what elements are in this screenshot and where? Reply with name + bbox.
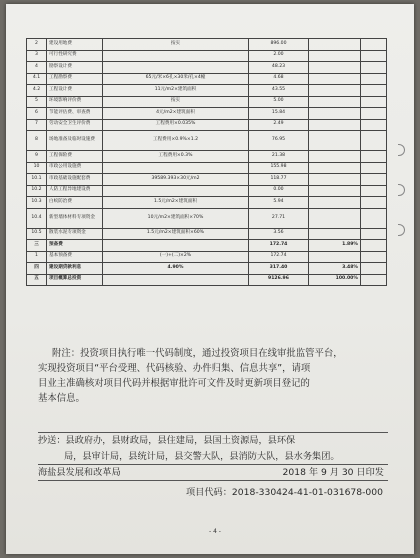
remark-cell [361,185,387,197]
remark-cell [361,240,387,252]
remark-cell [361,62,387,74]
table-row [27,240,387,252]
row-number-cell: 三 [27,240,47,252]
amount-cell: 155.98 [249,162,309,174]
item-name-cell: 工程设计费 [47,85,103,97]
binder-ring [398,184,405,196]
item-name-cell: 劳动安全卫生评价费 [47,119,103,131]
amount-cell: 76.95 [249,131,309,151]
row-number-cell: 2 [27,39,47,51]
amount-cell: 21.38 [249,151,309,163]
row-number-cell: 5 [27,96,47,108]
amount-cell: 4.68 [249,73,309,85]
amount-cell: 15.84 [249,108,309,120]
table-row [27,151,387,163]
item-name-cell: 市政基础设施配套费 [47,174,103,186]
note-paragraph [38,346,388,406]
amount-cell: 2.00 [249,50,309,62]
amount-cell: 896.00 [249,39,309,51]
table-row [27,228,387,240]
copy-to-line: 局，县审计局，县统计局，县交警大队，县消防大队，县水务集团。 [64,451,340,462]
amount-cell: 43.55 [249,85,309,97]
calculation-basis-cell: 工程费用×0.035% [103,119,249,131]
calculation-basis-cell: 4元/m2×建筑面积 [103,108,249,120]
calculation-basis-cell [103,185,249,197]
table-row [27,62,387,74]
table-row [27,197,387,209]
table-row [27,208,387,228]
calculation-basis-cell: 65元/米×6孔×30米/孔×4幢 [103,73,249,85]
issuer-bar [38,464,388,481]
remark-cell [361,274,387,286]
table-row [27,251,387,263]
copy-to-section [38,432,388,465]
page-number: - 4 - [209,528,221,535]
item-name-cell: 市政公用设施费 [47,162,103,174]
remark-cell [361,251,387,263]
ratio-cell [309,185,361,197]
amount-cell: 172.74 [249,240,309,252]
row-number-cell: 10.1 [27,174,47,186]
calculation-basis-cell: 按实 [103,39,249,51]
calculation-basis-cell [103,62,249,74]
row-number-cell: 10.4 [27,208,47,228]
item-name-cell: 环境影响评价费 [47,96,103,108]
row-number-cell: 4.1 [27,73,47,85]
note-line: 基本信息。 [38,393,85,404]
amount-cell: 0.00 [249,185,309,197]
row-number-cell: 四 [27,263,47,275]
table-row [27,85,387,97]
table-row [27,185,387,197]
remark-cell [361,119,387,131]
row-number-cell: 1 [27,251,47,263]
amount-cell: 2.49 [249,119,309,131]
remark-cell [361,263,387,275]
remark-cell [361,85,387,97]
ratio-cell [309,131,361,151]
table-row [27,50,387,62]
calculation-basis-cell: 39589.393×30元/m2 [103,174,249,186]
item-name-cell: 项目概算总投资 [47,274,103,286]
ratio-cell: 3.48% [309,263,361,275]
ratio-cell [309,228,361,240]
item-name-cell: 新型墙体材料专项资金 [47,208,103,228]
issuing-organization: 海盐县发展和改革局 [38,467,121,478]
row-number-cell: 10.2 [27,185,47,197]
calculation-basis-cell: 1.5元/m2×建筑面积 [103,197,249,209]
ratio-cell [309,208,361,228]
ratio-cell [309,197,361,209]
row-number-cell: 10.5 [27,228,47,240]
row-number-cell: 7 [27,119,47,131]
remark-cell [361,151,387,163]
remark-cell [361,174,387,186]
binder-ring [398,224,405,236]
ratio-cell [309,174,361,186]
table-row [27,119,387,131]
issue-date: 2018 年 9 月 30 日印发 [282,467,384,478]
table-row [27,263,387,275]
calculation-basis-cell: 4.90% [103,263,249,275]
ratio-cell [309,73,361,85]
binder-rings [398,144,406,234]
table-row [27,96,387,108]
table-row [27,108,387,120]
remark-cell [361,197,387,209]
item-name-cell: 节能评估费、审查费 [47,108,103,120]
amount-cell: 5.94 [249,197,309,209]
remark-cell [361,228,387,240]
calculation-basis-cell: 1.5元/m2×建筑面积×60% [103,228,249,240]
remark-cell [361,39,387,51]
item-name-cell: 工程勘察费 [47,73,103,85]
row-number-cell: 4 [27,62,47,74]
item-name-cell: 场地准备及临时设施费 [47,131,103,151]
calculation-basis-cell [103,162,249,174]
item-name-cell: 可行性研究费 [47,50,103,62]
document-page [6,4,414,554]
item-name-cell: 基本预备费 [47,251,103,263]
row-number-cell: 10 [27,162,47,174]
calculation-basis-cell: 11元/m2×建筑面积 [103,85,249,97]
cost-estimate-table [26,38,387,286]
ratio-cell: 1.89% [309,240,361,252]
remark-cell [361,162,387,174]
calculation-basis-cell: 工程费用×0.3% [103,151,249,163]
item-name-cell: 建设用地费 [47,39,103,51]
calculation-basis-cell [103,50,249,62]
row-number-cell: 4.2 [27,85,47,97]
item-name-cell: 白蚁防治费 [47,197,103,209]
item-name-cell: 勘察设计费 [47,62,103,74]
amount-cell: 48.23 [249,62,309,74]
row-number-cell: 6 [27,108,47,120]
ratio-cell [309,108,361,120]
table-row [27,162,387,174]
ratio-cell [309,39,361,51]
project-code: 项目代码：2018-330424-41-01-031678-000 [186,487,383,498]
ratio-cell: 100.00% [309,274,361,286]
binder-ring [398,144,405,156]
amount-cell: 317.40 [249,263,309,275]
calculation-basis-cell [103,240,249,252]
remark-cell [361,131,387,151]
table-row [27,274,387,286]
amount-cell: 5.00 [249,96,309,108]
item-name-cell: 人防工程异地建设费 [47,185,103,197]
ratio-cell [309,50,361,62]
ratio-cell [309,85,361,97]
ratio-cell [309,119,361,131]
calculation-basis-cell: 按实 [103,96,249,108]
remark-cell [361,50,387,62]
row-number-cell: 9 [27,151,47,163]
cost-table-body [27,39,387,286]
row-number-cell: 五 [27,274,47,286]
ratio-cell [309,251,361,263]
table-row [27,174,387,186]
amount-cell: 9126.96 [249,274,309,286]
note-line: 目业主准确核对项目代码并根据审批许可文件及时更新项目登记的 [38,378,310,389]
amount-cell: 27.71 [249,208,309,228]
row-number-cell: 8 [27,131,47,151]
ratio-cell [309,151,361,163]
calculation-basis-cell: 工程费用×0.9%×1.2 [103,131,249,151]
note-line: 实现投资项目“平台受理、代码核验、办件归集、信息共享”，请项 [38,363,311,374]
calculation-basis-cell [103,274,249,286]
item-name-cell: 建设期贷款利息 [47,263,103,275]
remark-cell [361,208,387,228]
item-name-cell: 工程保险费 [47,151,103,163]
table-row [27,39,387,51]
calculation-basis-cell: 10元/m2×建筑面积×70% [103,208,249,228]
table-row [27,73,387,85]
amount-cell: 118.77 [249,174,309,186]
amount-cell: 3.56 [249,228,309,240]
table-row [27,131,387,151]
item-name-cell: 散装水泥专项资金 [47,228,103,240]
amount-cell: 172.74 [249,251,309,263]
remark-cell [361,73,387,85]
note-line: 附注：投资项目执行唯一代码制度，通过投资项目在线审批监管平台， [52,348,343,359]
ratio-cell [309,96,361,108]
ratio-cell [309,162,361,174]
remark-cell [361,96,387,108]
copy-to-line: 抄送：县政府办，县财政局，县住建局，县国土资源局，县环保 [38,435,296,446]
item-name-cell: 预备费 [47,240,103,252]
ratio-cell [309,62,361,74]
row-number-cell: 10.3 [27,197,47,209]
calculation-basis-cell: (一)+(二)×2% [103,251,249,263]
remark-cell [361,108,387,120]
row-number-cell: 3 [27,50,47,62]
